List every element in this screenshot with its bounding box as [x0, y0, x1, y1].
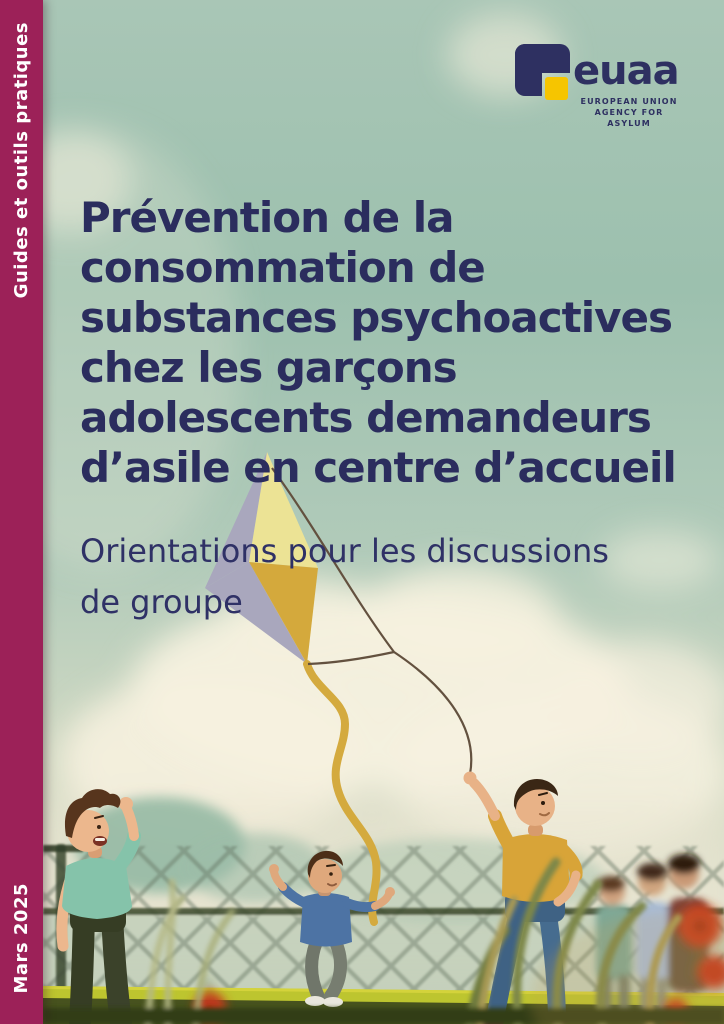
title-line: consommation de — [80, 243, 485, 292]
logo-navy-shape — [515, 44, 542, 96]
subtitle-line: de groupe — [80, 583, 243, 621]
series-label: Guides et outils pratiques — [11, 22, 32, 299]
logo-text-block — [573, 46, 685, 129]
series-sidebar — [0, 0, 43, 1024]
cover-subtitle — [80, 526, 609, 628]
title-line: d’asile en centre d’accueil — [80, 443, 676, 492]
title-line: Prévention de la — [80, 193, 454, 242]
logo-yellow-square — [545, 77, 568, 100]
cover-title — [80, 193, 676, 493]
subtitle-line: Orientations pour les discussions — [80, 532, 609, 570]
logo-tagline-line2: AGENCY FOR ASYLUM — [594, 108, 664, 128]
euaa-logo-icon — [515, 44, 570, 100]
logo-wordmark: euaa — [573, 48, 679, 94]
date-label: Mars 2025 — [11, 883, 32, 994]
title-line: substances psychoactives — [80, 293, 672, 342]
title-line: chez les garçons — [80, 343, 457, 392]
title-line: adolescents demandeurs — [80, 393, 651, 442]
logo-tagline-line1: EUROPEAN UNION — [580, 97, 678, 106]
